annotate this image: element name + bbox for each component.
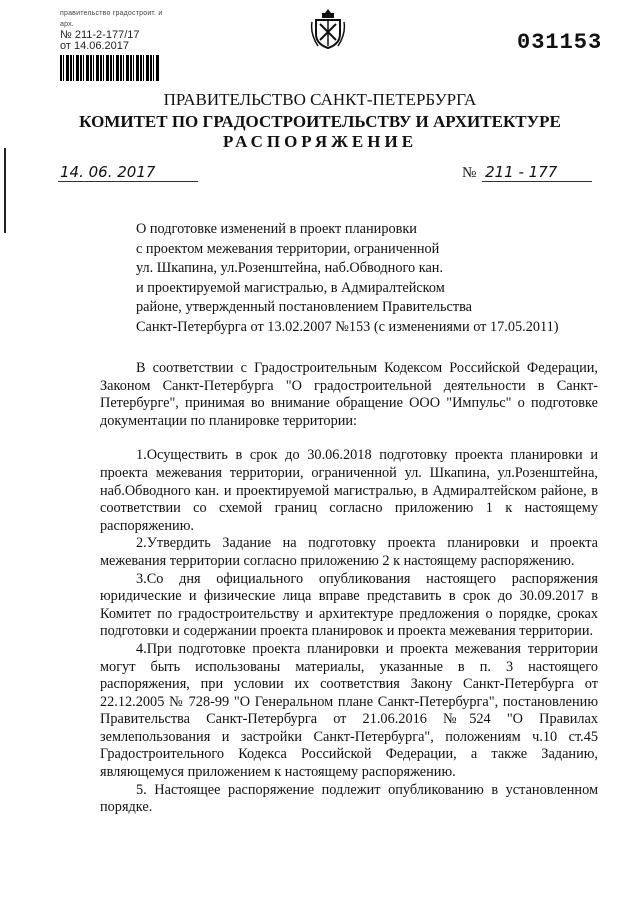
- subject-line: О подготовке изменений в проект планировки: [136, 221, 417, 237]
- margin-mark: [4, 148, 6, 233]
- document-date: [60, 163, 155, 181]
- barcode: [60, 55, 160, 81]
- order-item-5: 5. Настоящее распоряжение подлежит опубликованию в установленном порядке.: [100, 781, 598, 816]
- order-item-1: 1.Осуществить в срок до 30.06.2018 подготовку проекта планировки и проекта межевания территории, ограниченной ул. Шкапина, ул.Розенштейна, наб.Обводного кан. и проектируемой магистралью, в Адмиралтейском районе, в соответствии со схемой границ согласно приложению 1 к настоящему распоряжению.: [100, 447, 598, 534]
- stamp-header: правительство градостроит. и арх.: [60, 10, 163, 28]
- subject-line: Санкт-Петербурга от 13.02.2007 №153 (с изменениями от 17.05.2011): [136, 318, 559, 335]
- date-handwritten: 14. 06. 2017: [60, 163, 156, 181]
- stamp-reg-number: № 211-2-177/17: [60, 29, 140, 41]
- subject-line: районе, утвержденный постановлением Правительства: [136, 299, 472, 315]
- number-label: №: [462, 165, 477, 181]
- order-item-4: 4.При подготовке проекта планировки и проекта межевания территории могут быть использованы материалы, указанные в п. 3 настоящего распоряжения, при условии их соответствия Закону Санкт-Петербурга от 22.12.2005 № 728-99 "О Генеральном плане Санкт-Петербурга", постановлению Правительства Санкт-Петербурга от 21.06.2016 №524 "О Правилах землепользования и застройки Санкт-Петербурга", положениям ч.10 ст.45 Градостроительного Кодекса Российской Федерации, а также Заданию, являющемуся приложением к настоящему распоряжению.: [100, 640, 598, 781]
- government-title: ПРАВИТЕЛЬСТВО САНКТ-ПЕТЕРБУРГА: [163, 90, 477, 109]
- committee-title: КОМИТЕТ ПО ГРАДОСТРОИТЕЛЬСТВУ И АРХИТЕКТУРЕ: [79, 112, 561, 131]
- order-item-3: 3.Со дня официального опубликования настоящего распоряжения юридические и физические лица вправе представить в срок до 30.09.2017 в Комитет по градостроительству и архитектуре предложения о порядке, сроках подготовки и содержании проекта планировок и проекта межевания территории.: [100, 570, 598, 640]
- subject-line: и проектируемой магистралью, в Адмиралтейском: [136, 279, 445, 296]
- number-handwritten: 211 - 177: [485, 163, 558, 181]
- stamp-reg-date: от 14.06.2017: [60, 40, 130, 52]
- subject-line: ул. Шкапина, ул.Розенштейна, наб.Обводного кан.: [136, 260, 444, 276]
- date-underline: [58, 181, 198, 182]
- subject-block: [136, 220, 559, 337]
- document-serial-number: 031153: [517, 30, 603, 55]
- coat-of-arms-emblem: [310, 8, 346, 52]
- registration-stamp: [60, 8, 170, 81]
- document-number: [462, 163, 557, 182]
- document-body: [100, 360, 598, 817]
- document-type-title: РАСПОРЯЖЕНИЕ: [222, 132, 418, 151]
- number-underline: [482, 181, 592, 182]
- subject-line: с проектом межевания территории, ограниченной: [136, 240, 440, 257]
- preamble-paragraph: В соответствии с Градостроительным Кодексом Российской Федерации, Законом Санкт-Петербурга "О градостроительной деятельности в Санкт-Петербурге", принимая во внимание обращение ООО "Импульс" о подготовке документации по планировке территории:: [100, 360, 598, 429]
- order-item-2: 2.Утвердить Задание на подготовку проекта планировки и проекта межевания территории согласно приложению 2 к настоящему распоряжению.: [100, 535, 598, 569]
